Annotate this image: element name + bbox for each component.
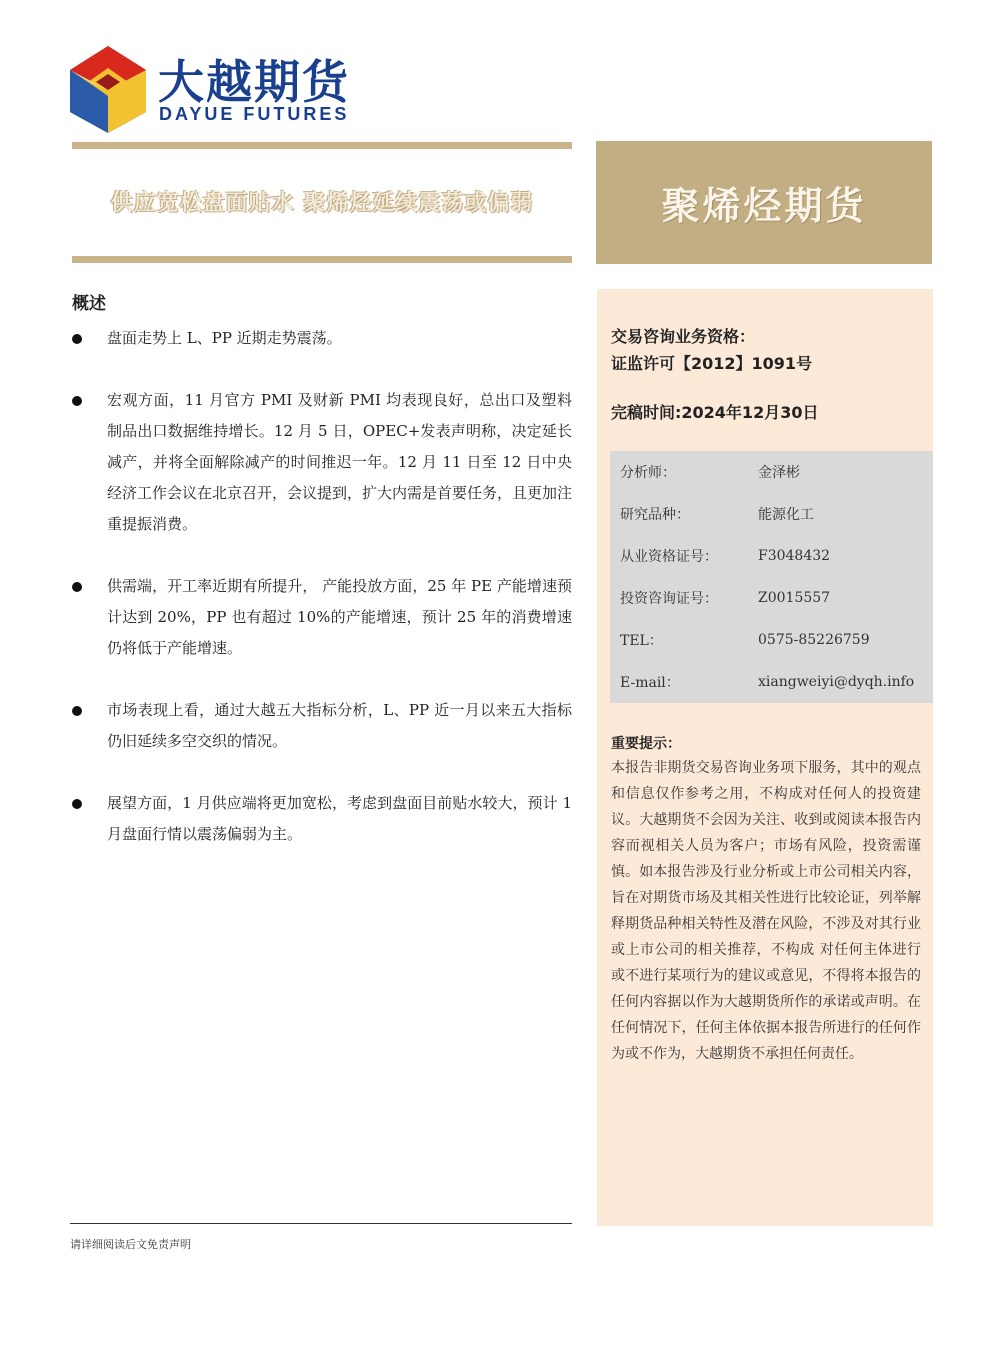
list-item xyxy=(72,323,572,354)
bullet-text: 市场表现上看，通过大越五大指标分析，L、PP 近一月以来五大指标仍旧延续多空交织的情况。 xyxy=(107,701,572,750)
bullet-icon xyxy=(72,582,82,592)
analyst-email[interactable]: xiangweiyi@dyqh.info xyxy=(758,674,915,690)
analyst-key: 分析师： xyxy=(620,465,676,481)
analyst-value: 0575-85226759 xyxy=(758,632,870,648)
analyst-key: 从业资格证号： xyxy=(620,549,718,565)
list-item xyxy=(72,788,572,850)
brand-name-en: DAYUE FUTURES xyxy=(159,104,350,124)
qualification-value: 证监许可【2012】1091号 xyxy=(611,354,813,373)
analyst-value: 金泽彬 xyxy=(758,465,800,481)
qualification-label: 交易咨询业务资格： xyxy=(611,327,756,346)
footer-divider xyxy=(70,1223,572,1224)
analyst-info-table xyxy=(610,451,933,703)
list-item xyxy=(72,571,572,664)
bullet-icon xyxy=(72,706,82,716)
analyst-row xyxy=(620,493,933,535)
completion-date: 完稿时间:2024年12月30日 xyxy=(611,403,819,422)
analyst-value: 能源化工 xyxy=(758,507,814,523)
bullet-text: 展望方面，1 月供应端将更加宽松，考虑到盘面目前贴水较大，预计 1 月盘面行情以震荡偏弱为主。 xyxy=(107,794,572,843)
report-headline: 供应宽松盘面贴水 聚烯烃延续震荡或偏弱 xyxy=(110,191,534,216)
bullet-text: 宏观方面，11 月官方 PMI 及财新 PMI 均表现良好，总出口及塑料制品出口数据维持增长。12 月 5 日，OPEC+发表声明称，决定延长减产，并将全面解除减产的时间推迟一年。12 月 11 日至 12 日中央经济工作会议在北京召开，会议提到，扩大内需是首要任务，且更加注重提振消费。 xyxy=(107,391,573,533)
dayue-logo-icon xyxy=(68,44,148,134)
analyst-row xyxy=(620,577,933,619)
category-title: 聚烯烃期货 xyxy=(661,184,867,228)
analyst-key: E-mail： xyxy=(620,675,680,691)
footer-disclaimer: 请详细阅读后文免责声明 xyxy=(70,1238,191,1251)
overview-list xyxy=(72,323,572,881)
analyst-row xyxy=(620,451,933,493)
header-top-rule xyxy=(72,142,572,149)
bullet-icon xyxy=(72,799,82,809)
analyst-key: 投资咨询证号： xyxy=(620,591,718,607)
brand-name-cn: 大越期货 xyxy=(158,55,350,109)
bullet-icon xyxy=(72,334,82,344)
bullet-text: 供需端，开工率近期有所提升， 产能投放方面，25 年 PE 产能增速预计达到 20%，PP 也有超过 10%的产能增速，预计 25 年的消费增速仍将低于产能增速。 xyxy=(107,577,572,657)
category-banner xyxy=(596,141,932,264)
notice-body: 本报告非期货交易咨询业务项下服务，其中的观点和信息仅作参考之用，不构成对任何人的投资建议。大越期货不会因为关注、收到或阅读本报告内容而视相关人员为客户；市场有风险，投资需谨慎。如本报告涉及行业分析或上市公司相关内容，旨在对期货市场及其相关性进行比较论证，列举解释期货品种相关特性及潜在风险，不涉及对其行业或上市公司的相关推荐，不构成 对任何主体进行或不进行某项行为的建议或意见，不得将本报告的任何内容据以作为大越期货所作的承诺或声明。在任何情况下，任何主体依据本报告所进行的任何作为或不作为，大越期货不承担任何责任。 xyxy=(611,760,921,1062)
analyst-value: F3048432 xyxy=(758,548,831,564)
notice-title: 重要提示： xyxy=(611,736,681,752)
analyst-row xyxy=(620,535,933,577)
analyst-row xyxy=(620,619,933,661)
analyst-value: Z0015557 xyxy=(758,590,831,606)
list-item xyxy=(72,695,572,757)
header-bottom-rule xyxy=(72,256,572,263)
analyst-row xyxy=(620,661,933,703)
analyst-key: 研究品种： xyxy=(620,507,690,523)
qualification-block xyxy=(611,323,812,377)
bullet-icon xyxy=(72,396,82,406)
list-item xyxy=(72,385,572,540)
analyst-key: TEL： xyxy=(620,633,663,649)
bullet-text: 盘面走势上 L、PP 近期走势震荡。 xyxy=(107,329,342,347)
overview-title: 概述 xyxy=(72,294,106,314)
company-logo xyxy=(68,44,358,136)
